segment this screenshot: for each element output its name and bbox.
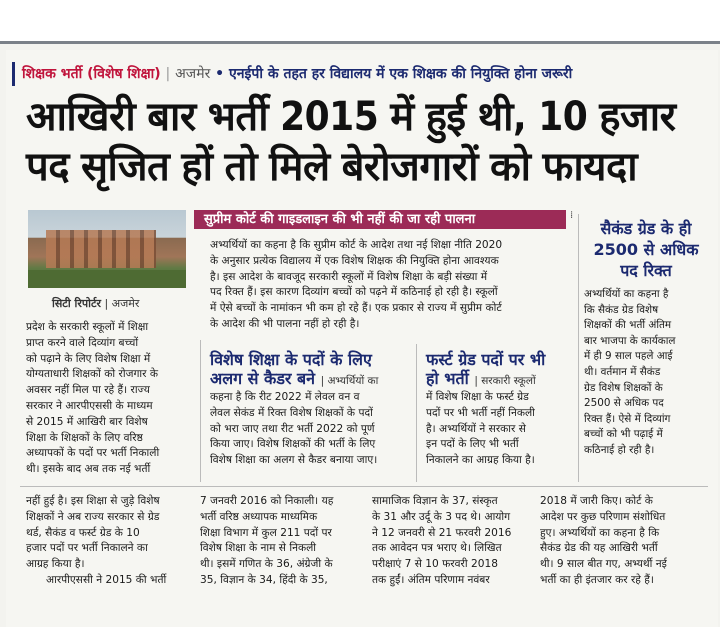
box-lead: | सरकारी स्कूलों	[474, 375, 536, 387]
text-line: बार भाजपा के कार्यकाल	[584, 334, 676, 347]
text-line: बच्चों को भी पढ़ाई में	[584, 428, 663, 441]
text-line: प्रदेश के सरकारी स्कूलों में शिक्षा	[26, 321, 149, 333]
supreme-court-paragraph	[210, 238, 570, 333]
text-line: भर्ती वरिष्ठ अध्यापक माध्यमिक	[200, 510, 318, 523]
text-line: थी। 9 साल बीत गए, अभ्यर्थी नई	[540, 558, 667, 571]
text-line: है। इस आदेश के बावजूद सरकारी स्कूलों में विशेष शिक्षा के बड़ी संख्या में	[210, 270, 488, 283]
intro-paragraph	[26, 320, 194, 478]
text-line: अध्यापकों के पदों पर भर्ती निकाली	[26, 447, 160, 460]
bottom-column-4	[540, 494, 708, 589]
text-line: कहना है कि रीट 2022 में लेवल वन व	[210, 391, 360, 403]
text-line: अवसर नहीं मिल पा रहे हैं। राज्य	[26, 384, 150, 397]
text-line: तक आवेदन पत्र भराए थे। लिखित	[372, 542, 502, 555]
text-line: हजार पदों पर भर्ती निकालने का	[26, 542, 148, 555]
text-line: शिक्षा विभाग में कुल 211 पदों पर	[200, 526, 332, 539]
text-line: योग्यताधारी शिक्षकों को रोजगार के	[26, 368, 159, 381]
text-line: भर्ती का ही इंतजार कर रहे हैं।	[540, 573, 654, 586]
text-line: 35, विज्ञान के 34, हिंदी के 35,	[200, 573, 328, 586]
text-line: पद रिक्त हैं। इस कारण दिव्यांग बच्चों को पढ़ने में कठिनाई हो रही है। स्कूलों	[210, 286, 498, 299]
kicker-text: एनईपी के तहत हर विद्यालय में एक शिक्षक की नियुक्ति होना जरूरी	[229, 66, 573, 82]
text-line: 2500 से अधिक पद	[584, 397, 664, 410]
text-line: हुए। अभ्यर्थियों का कहना है कि	[540, 526, 660, 539]
text-line: कठिनाई हो रही है।	[584, 443, 655, 456]
reporter-separator: |	[104, 297, 109, 310]
text-line: थर्ड, सैकंड व फर्स्ट ग्रेड के 10	[26, 526, 140, 539]
text-line: के 31 और उर्दू के 3 पद थे। आयोग	[372, 510, 511, 523]
text-line: को भरा जाए तथा रीट भर्ती 2022 को पूर्ण	[210, 422, 375, 435]
text-line: अभ्यर्थियों का कहना है कि सुप्रीम कोर्ट के आदेश तथा नई शिक्षा नीति 2020	[210, 239, 503, 251]
first-grade-title	[426, 350, 576, 391]
kicker-dot: •	[215, 66, 225, 82]
text-line: सैकंड ग्रेड की यह आखिरी भर्ती	[540, 542, 658, 555]
special-cadre-text	[210, 390, 414, 469]
kicker-city: अजमेर	[175, 66, 211, 82]
text-line: सामाजिक विज्ञान के 37, संस्कृत	[372, 495, 498, 507]
text-line: विशेष शिक्षा के नाम से निकली	[200, 542, 317, 555]
headline-line-1: आखिरी बार भर्ती 2015 में हुई थी, 10 हजार	[26, 94, 676, 140]
kicker-separator: |	[165, 66, 171, 82]
column-rule	[578, 214, 579, 482]
box-title-line: फर्स्ट ग्रेड पदों पर भी	[426, 350, 546, 369]
text-line: है। अभ्यर्थियों ने सरकार से	[426, 422, 526, 435]
text-line: में ऐसे बच्चों के नामांकन भी कम हो रहे हैं। एक प्रकार से राज्य में सुप्रीम कोर्ट	[210, 302, 502, 315]
fold-mark: ⁞	[570, 210, 574, 221]
text-line: आग्रह किया है।	[26, 558, 85, 571]
text-line: थी। इसमें गणित के 36, अंग्रेजी के	[200, 558, 333, 571]
bottom-column-2	[200, 494, 366, 589]
box-title-line: पद रिक्त	[620, 261, 672, 280]
box-title-line: विशेष शिक्षा के पदों के लिए	[210, 350, 372, 369]
text-line: 7 जनवरी 2016 को निकाली। यह	[200, 495, 334, 507]
text-line: के अनुसार प्रत्येक विद्यालय में एक विशेष शिक्षक की नियुक्ति होना आवश्यक	[210, 254, 499, 267]
text-line: शिक्षकों ने अब राज्य सरकार से ग्रेड	[26, 510, 160, 523]
text-line: में ही 9 साल पहले आई	[584, 350, 673, 363]
text-line: कि सैकंड ग्रेड विशेष	[584, 303, 659, 316]
reporter-credit	[52, 296, 139, 311]
text-line: सरकार ने आरपीएससी के माध्यम	[26, 399, 153, 412]
column-rule	[200, 340, 201, 482]
bottom-column-1	[26, 494, 194, 589]
kicker	[22, 64, 572, 83]
text-line: विशेष शिक्षा का अलग से कैडर बनाया जाए।	[210, 454, 378, 467]
box-title-line: हो भर्ती	[426, 369, 469, 388]
special-cadre-title	[210, 350, 414, 391]
second-grade-title	[584, 218, 708, 281]
section-rule	[20, 486, 708, 487]
text-line: निकालने का आग्रह किया है।	[426, 454, 535, 467]
text-line: अभ्यर्थियों का कहना है	[584, 288, 669, 300]
text-line: लेवल सेकंड में रिक्त विशेष शिक्षकों के पदों	[210, 406, 373, 419]
bottom-column-3	[372, 494, 534, 589]
reporter-name: सिटी रिपोर्टर	[52, 297, 101, 310]
text-line: शिक्षा के शिक्षकों के लिए वरिष्ठ	[26, 431, 143, 444]
building-photo	[28, 210, 186, 288]
text-line: 2018 में जारी किए। कोर्ट के	[540, 495, 653, 507]
text-line: प्राप्त करने वाले दिव्यांग बच्चों	[26, 336, 139, 349]
headline-line-2: पद सृजित हों तो मिले बेरोजगारों को फायदा	[26, 144, 638, 190]
column-rule	[416, 344, 417, 482]
text-line: इन पदों के लिए भी भर्ती	[426, 438, 519, 451]
second-grade-box	[584, 218, 708, 459]
browser-top-band	[0, 0, 720, 44]
text-line: आदेश पर कुछ परिणाम संशोधित	[540, 510, 666, 523]
text-line: थी। वर्तमान में सैकंड	[584, 365, 661, 378]
text-line: में विशेष शिक्षा के फर्स्ट ग्रेड	[426, 391, 529, 403]
first-grade-text	[426, 390, 576, 469]
text-line: रिक्त हैं। ऐसे में दिव्यांग	[584, 412, 671, 425]
text-line: ने 12 जनवरी से 21 फरवरी 2016	[372, 526, 512, 539]
supreme-court-subhead: सुप्रीम कोर्ट की गाइडलाइन की भी नहीं की जा रही पालना	[194, 210, 566, 229]
text-line: शिक्षकों की भर्ती अंतिम	[584, 319, 672, 332]
section-label: शिक्षक भर्ती (विशेष शिक्षा)	[22, 66, 161, 82]
text-line: नहीं हुई है। इस शिक्षा से जुड़े विशेष	[26, 495, 160, 507]
headline	[26, 92, 706, 192]
second-grade-text	[584, 287, 708, 459]
text-line: को पढ़ाने के लिए विशेष शिक्षा में	[26, 352, 151, 365]
kicker-bar	[12, 62, 15, 86]
text-line: पदों पर भी भर्ती नहीं निकली	[426, 406, 535, 419]
text-line: के आदेश की भी पालना नहीं हो रही है।	[210, 317, 360, 330]
box-lead: | अभ्यर्थियों का	[320, 375, 379, 387]
text-line: किया जाए। विशेष शिक्षकों की भर्ती के लिए	[210, 438, 376, 451]
box-title-line: अलग से कैडर बने	[210, 369, 316, 388]
text-line: आरपीएससी ने 2015 की भर्ती	[46, 573, 167, 586]
box-title-line: 2500 से अधिक	[593, 240, 699, 259]
reporter-city: अजमेर	[111, 297, 140, 310]
text-line: परीक्षाएं 7 से 10 फरवरी 2018	[372, 558, 498, 571]
text-line: तक हुईं। अंतिम परिणाम नवंबर	[372, 573, 490, 586]
text-line: ग्रेड विशेष शिक्षकों के	[584, 381, 663, 394]
text-line: थी। इसके बाद अब तक नई भर्ती	[26, 463, 151, 476]
box-title-line: सैकंड ग्रेड के ही	[600, 219, 692, 238]
text-line: से 2015 में आखिरी बार विशेष	[26, 415, 148, 428]
